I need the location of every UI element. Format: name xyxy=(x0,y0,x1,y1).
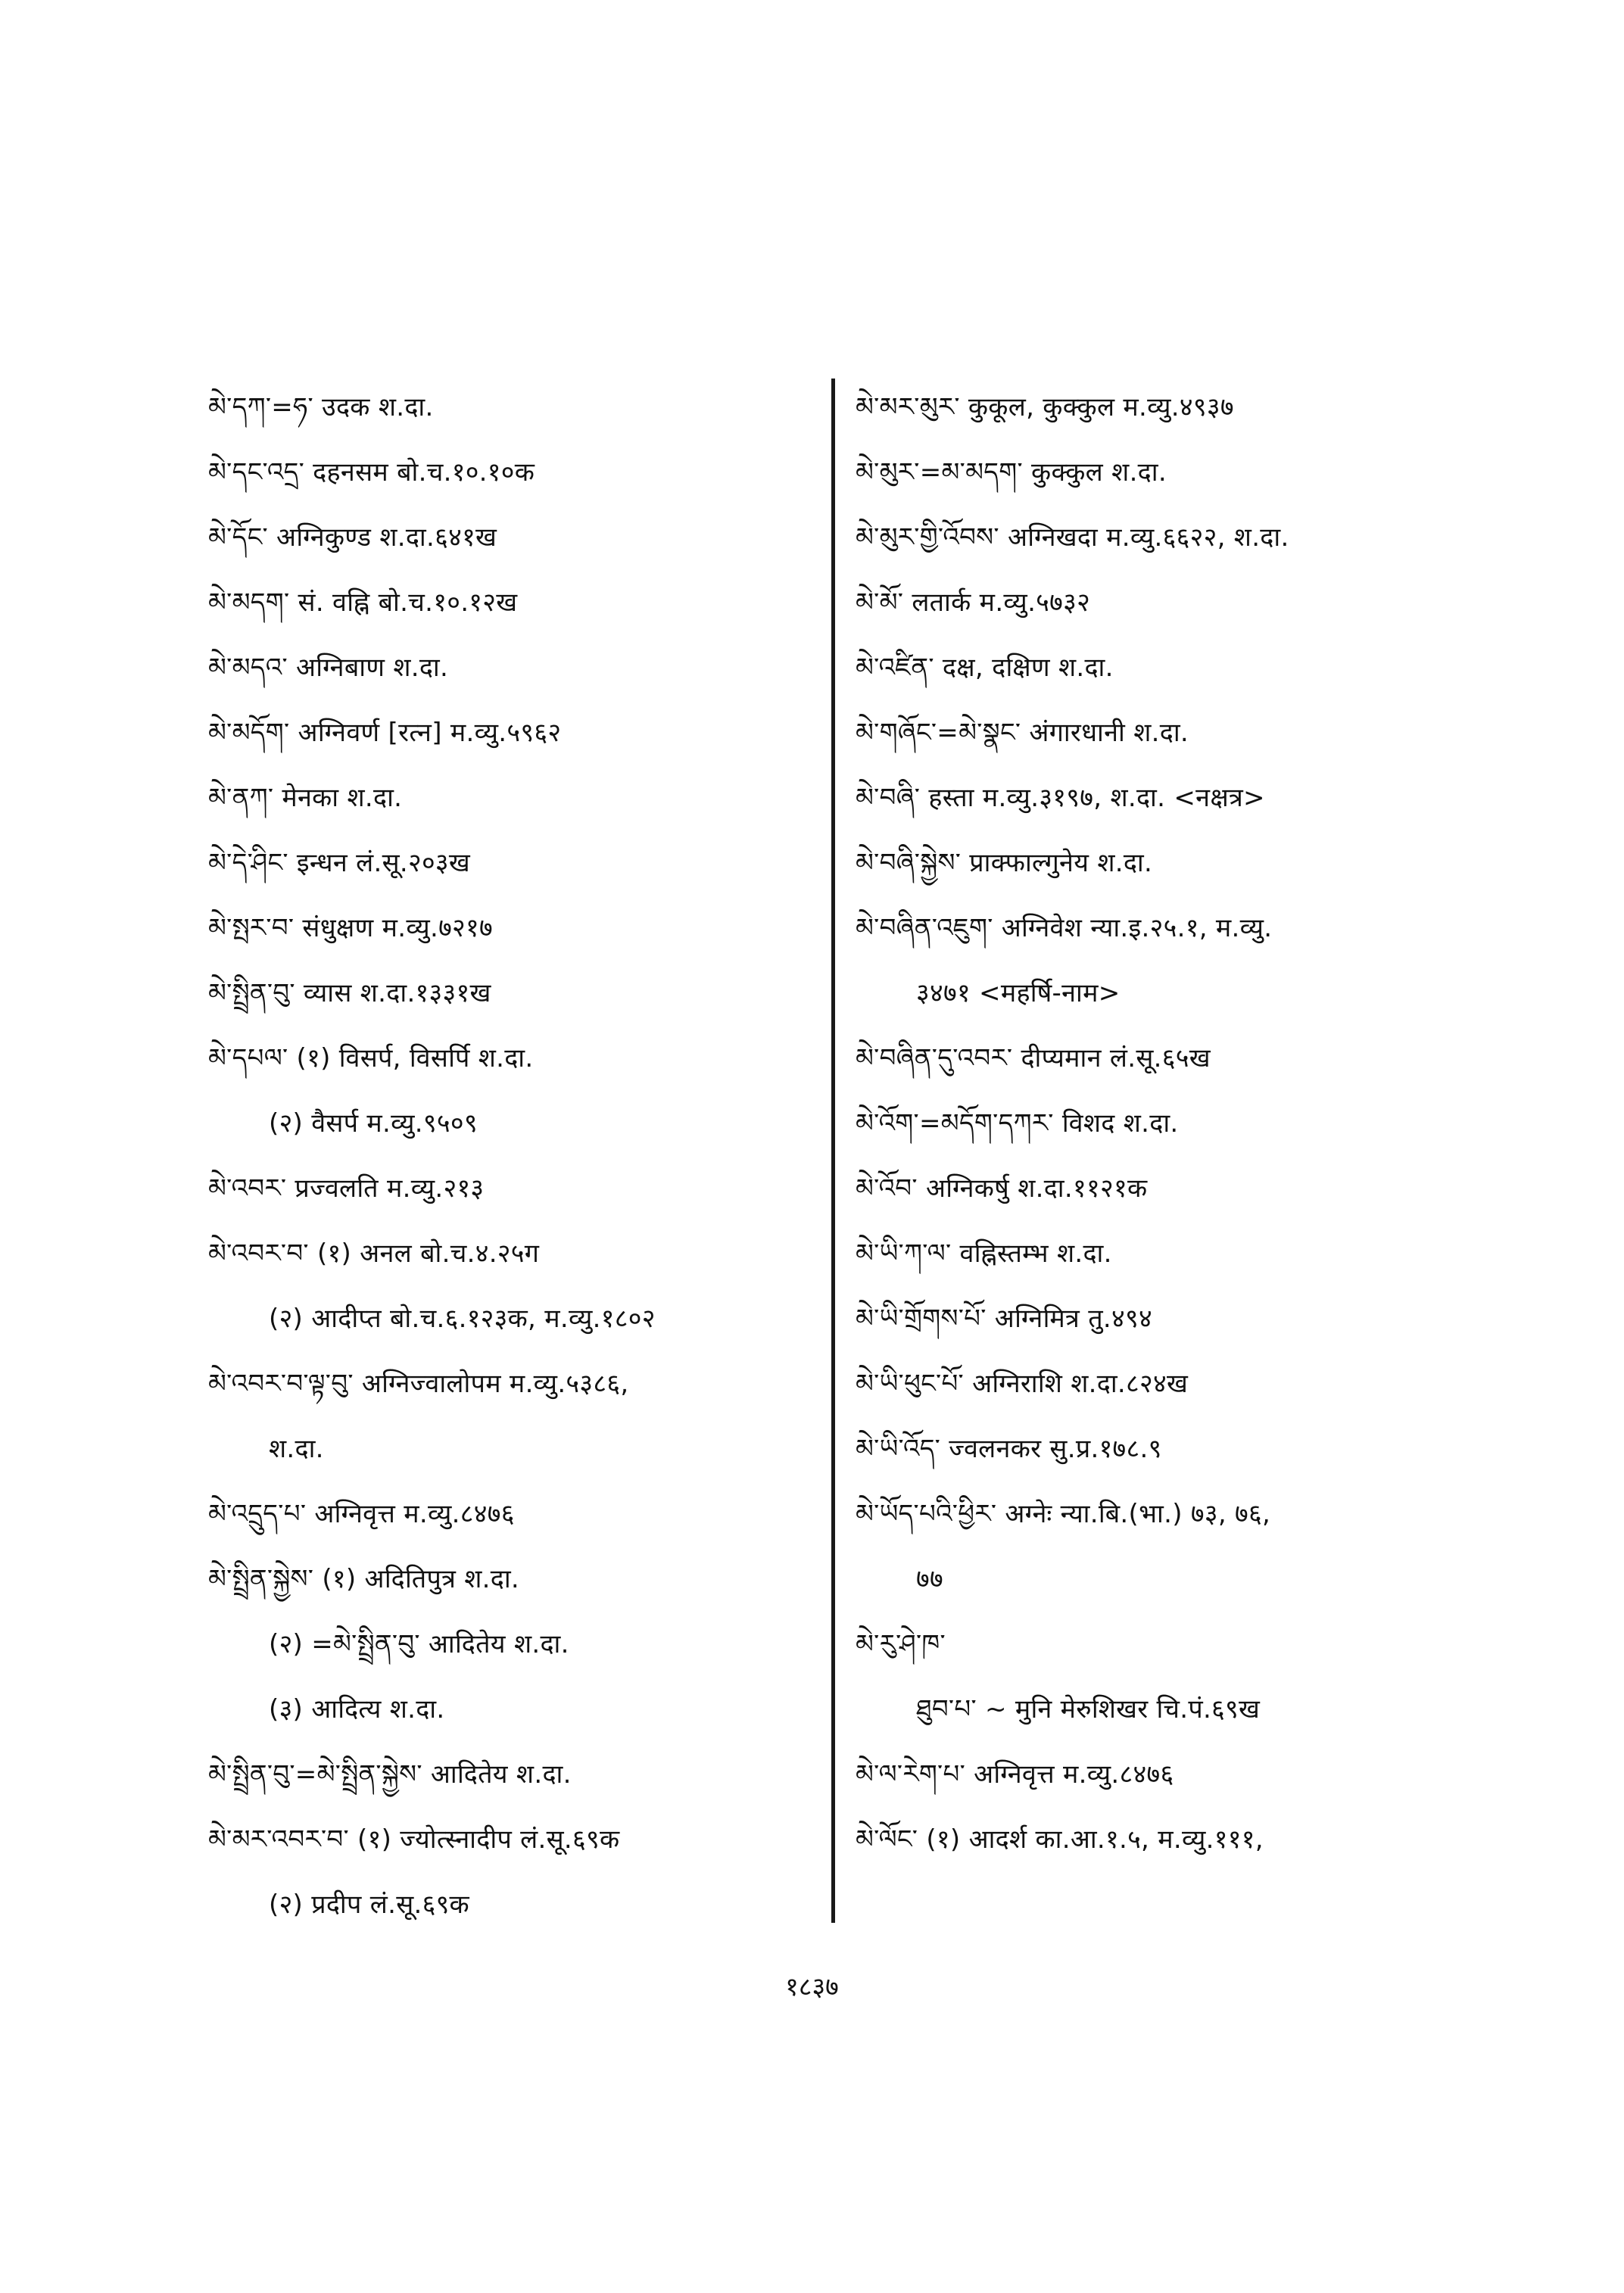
dictionary-entry: མེ་མདོག་ अग्निवर्ण [रत्न] म.व्यु.५९६२ xyxy=(208,718,562,748)
dictionary-entry: མེ་སྤྲིན་སྐྱེས་ (१) अदितिपुत्र श.दा. xyxy=(208,1564,520,1594)
dictionary-entry: མེ་དཀ་=ཧ་ उदक श.दा. xyxy=(208,392,434,422)
dictionary-entry: མེ་བཞི་ हस्ता म.व्यु.३१९७, श.दा. <नक्षत्र> xyxy=(856,783,1265,813)
dictionary-entry: ७७ xyxy=(916,1564,943,1594)
column-divider xyxy=(831,379,835,1923)
dictionary-entry: མེ་སྤར་བ་ संधुक्षण म.व्यु.७२१७ xyxy=(208,913,493,943)
dictionary-entry: མེ་ལ་རེག་པ་ अग्निवृत्त म.व्यु.८४७६ xyxy=(856,1759,1174,1790)
right-column xyxy=(856,375,1507,1872)
dictionary-entry: མེ་ཡི་གྲོགས་པོ་ अग्निमित्र तु.४९४ xyxy=(856,1304,1152,1334)
dictionary-entry: (२) =མེ་སྤྲིན་བུ་ आदितेय श.दा. xyxy=(269,1629,569,1659)
dictionary-entry: མེ་འབར་བ་ལྟ་བུ་ अग्निज्वालोपम म.व्यु.५३८६, xyxy=(208,1369,629,1399)
dictionary-entry: མེ་མར་མུར་ कुकूल, कुक्कुल म.व्यु.४९३७ xyxy=(856,392,1234,422)
dictionary-entry: མེ་ཡོད་པའི་ཕྱིར་ अग्नेः न्या.बि.(भा.) ७३, ७६, xyxy=(856,1499,1271,1529)
dictionary-entry: མེ་འདྲུད་པ་ अग्निवृत्त म.व्यु.८४७६ xyxy=(208,1499,515,1529)
dictionary-entry: མེ་སྤྲིན་བུ་=མེ་སྤྲིན་སྐྱེས་ आदितेय श.दा. xyxy=(208,1759,572,1790)
dictionary-entry: (२) वैसर्प म.व्यु.९५०९ xyxy=(269,1108,478,1139)
dictionary-entry: མེ་ཡི་ཀ་ལ་ वह्निस्तम्भ श.दा. xyxy=(856,1238,1112,1269)
dictionary-entry: མེ་འབར་ प्रज्वलति म.व्यु.२१३ xyxy=(208,1173,485,1204)
dictionary-entry: (३) आदित्य श.दा. xyxy=(269,1694,445,1724)
dictionary-entry: མེ་ལོང་ (१) आदर्श का.आ.१.५, म.व्यु.१११, xyxy=(856,1824,1264,1855)
dictionary-entry: མེ་བཞི་སྐྱེས་ प्राक्फाल्गुनेय श.दा. xyxy=(856,848,1153,878)
dictionary-entry: མེ་ཡི་འོད་ ज्वलनकर सु.प्र.१७८.९ xyxy=(856,1434,1162,1464)
dictionary-entry: (२) आदीप्त बो.च.६.१२३क, म.व्यु.१८०२ xyxy=(269,1304,656,1334)
page-number: १८३७ xyxy=(785,1972,839,2002)
dictionary-entry: (२) प्रदीप लं.सू.६९क xyxy=(269,1890,469,1920)
dictionary-entry: མེ་མུར་གྱི་འོབས་ अग्निखदा म.व्यु.६६२२, श.दा. xyxy=(856,522,1289,553)
dictionary-entry: མེ་ནཀ་ मेनका श.दा. xyxy=(208,783,403,813)
dictionary-entry: མེ་མདའ་ अग्निबाण श.दा. xyxy=(208,653,449,683)
dictionary-entry: མེ་རུ་ཤེ་ཁ་ xyxy=(856,1629,946,1659)
dictionary-entry: ཐུབ་པ་ ~ मुनि मेरुशिखर चि.पं.६९ख xyxy=(916,1694,1261,1724)
dictionary-entry: མེ་མར་འབར་བ་ (१) ज्योत्स्नादीप लं.सू.६९क xyxy=(208,1824,620,1855)
dictionary-entry: མེ་དཔལ་ (१) विसर्प, विसर्पि श.दा. xyxy=(208,1043,534,1073)
dictionary-entry: མེ་དང་འདྲ་ दहनसम बो.च.१०.१०क xyxy=(208,457,535,488)
dictionary-entry: མེ་འབར་བ་ (१) अनल बो.च.४.२५ग xyxy=(208,1238,540,1269)
dictionary-entry: མེ་ཡི་ཕུང་པོ་ अग्निराशि श.दा.८२४ख xyxy=(856,1369,1189,1399)
dictionary-entry: མེ་གཞོང་=མེ་སྣང་ अंगारधानी श.दा. xyxy=(856,718,1189,748)
dictionary-entry: མེ་བཞིན་འཇུག་ अग्निवेश न्या.इ.२५.१, म.व्यु. xyxy=(856,913,1273,943)
dictionary-entry: མེ་མུར་=མ་མདག་ कुक्कुल श.दा. xyxy=(856,457,1167,488)
dictionary-entry: श.दा. xyxy=(269,1434,324,1464)
dictionary-entry: མེ་དེ་ཤིང་ इन्धन लं.सू.२०३ख xyxy=(208,848,471,878)
left-column xyxy=(208,375,829,1937)
dictionary-entry: མེ་སྤྲིན་བུ་ व्यास श.दा.१३३१ख xyxy=(208,978,491,1008)
dictionary-entry: མེ་འོག་=མདོག་དཀར་ विशद श.दा. xyxy=(856,1108,1179,1139)
dictionary-entry: ३४७१ <महर्षि-नाम> xyxy=(916,978,1121,1008)
dictionary-entry: མེ་འོབ་ अग्निकर्षु श.दा.११२१क xyxy=(856,1173,1148,1204)
dictionary-entry: མེ་འཛིན་ दक्ष, दक्षिण श.दा. xyxy=(856,653,1114,683)
dictionary-entry: མེ་མོ་ लतार्क म.व्यु.५७३२ xyxy=(856,587,1091,618)
dictionary-entry: མེ་དོང་ अग्निकुण्ड श.दा.६४१ख xyxy=(208,522,497,553)
dictionary-entry: མེ་བཞིན་དུ་འབར་ दीप्यमान लं.सू.६५ख xyxy=(856,1043,1211,1073)
dictionary-entry: མེ་མདག་ सं. वह्नि बो.च.१०.१२ख xyxy=(208,587,518,618)
